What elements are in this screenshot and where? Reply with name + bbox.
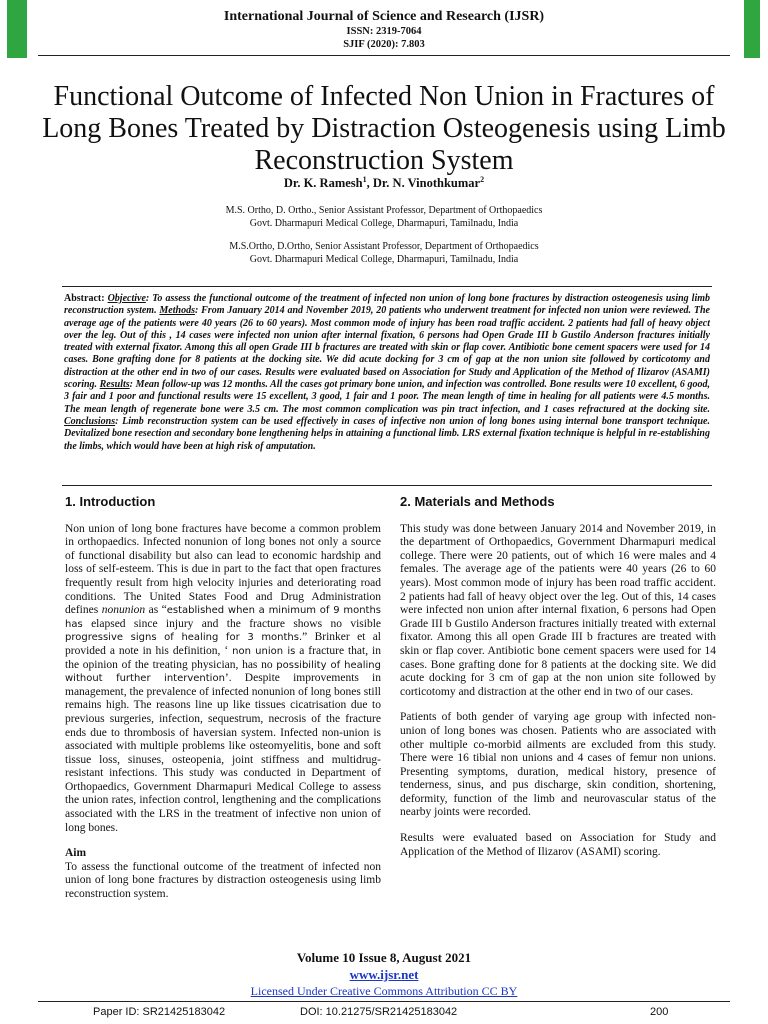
abstract-objective: : To assess the functional outcome of the treatment of infected non union of long bone fractures by distraction osteogenesis using limb reconstruction system. [64,293,711,317]
intro-text-2: as “ [145,604,167,617]
abstract-box [62,286,712,486]
intro-text-5: a fracture that, in the opinion of the treating physician, has no [65,644,381,671]
abstract-results: : Mean follow-up was 12 months. All the cases got primary bone union, and infection was controlled. Bone results were 10 excellent, 6 good, 3 fair and 1 poor and functional results were 15 excellent, 3 good, 1 fair and 1 poor. The mean length of time in healing for all patients were 4.5 months. The mean length of regenerate bone were 3.5 cm. The most common complication was pin tract infection, and 1 cases refractured at the docking site. [64,379,710,415]
author-1-sup: 1 [362,175,367,184]
affiliation-1-line1: M.S. Ortho, D. Ortho., Senior Assistant Professor, Department of Orthopaedics [225,205,543,216]
abstract-methods: : From January 2014 and November 2019, 20 patients who underwent treatment for infected non union were reviewed. The average age of the patients were 40 years (26 to 60 years). Most common mode of injury has been road traffic accident. 2 patients had fall of heavy object over the leg. Out of this , 14 cases were infected non union after internal fixation, 6 persons had Open Grade III b Gustilo Anderson fractures initially treated with external fixator. Among this all open Grade III b fractures are treated with skin or flap cover. Antibiotic bone cement spacers were used for 14 cases. Bone grafting done for 8 patients at the docking site. We did acute docking for 3 cm of gap at the non union site followed by corticotomy and distraction at the other end in two of our cases. Results were evaluated based on Association for Study and Application of the Method of Ilizarov (ASAMI) scoring. [64,305,710,391]
abstract-conclusions-heading: Conclusions [64,415,116,427]
affiliation-1-line2: Govt. Dharmapuri Medical College, Dharmapuri, Tamilnadu, India [249,217,519,229]
brinker-definition-1: non union is [232,645,296,657]
journal-name: International Journal of Science and Research (IJSR) [223,9,545,24]
footer-volume: Volume 10 Issue 8, August 2021 [296,950,472,965]
methods-heading: 2. Materials and Methods [400,494,555,509]
affiliation-1 [0,205,768,230]
sjif: SJIF (2020): 7.803 [343,39,425,50]
affiliation-2 [0,241,768,266]
aim-text: To assess the functional outcome of the treatment of infected non union of long bone fractures by distraction osteogenesis using limb reconstruction system. [65,860,381,901]
journal-header [0,8,768,51]
abstract-methods-heading: Methods [159,305,195,317]
doi: DOI: 10.21275/SR21425183042 [300,1006,458,1018]
intro-text-3: elapsed since injury and the fracture shows no visible [82,617,381,630]
fda-definition-2: progressive signs of healing for 3 months. [65,632,303,644]
page-number: 200 [650,1006,669,1018]
header-rule [38,55,730,56]
brinker-definition-2: possibility of healing without further intervention [65,659,381,685]
author-1: Dr. K. Ramesh [283,176,363,191]
footer-license-link[interactable]: Licensed Under Creative Commons Attribution CC BY [250,984,518,998]
author-2: Dr. N. Vinothkumar [372,176,481,191]
intro-text-4: ” Brinker et al provided a note in his definition, ‘ [65,631,381,657]
abstract-conclusions: : Limb reconstruction system can be used effectively in cases of infective non union of long bones using internal bone transport technique. Devitalized bone resection and secondary bone lengthening helps in attaining a functional limb. LRS external fixation technique is helpful in re-establishing the limbs, which would have been at high risk of amputation. [64,415,710,452]
footer-journal-link[interactable]: www.ijsr.net [349,967,419,982]
methods-paragraph-1: This study was done between January 2014 and November 2019, in the department of Orthopaedics, Government Dharmapuri medical college. There were 20 patients, out of which 16 were males and 4 females. The average age of the patients were 40 years (26 to 60 years). Most common mode of injury has been road traffic accident. 2 patients had fall of heavy object over the leg. Out of this, 14 cases were infected non union after internal fixation, 6 persons had Open Grade III b Gustilo Anderson fractures initially treated with external fixator. Among this all open Grade III b fractures are treated with skin or flap cover. Antibiotic bone cement spacers were used for 14 cases. Bone grafting done for 8 patients at the docking site. We did acute docking for 3 cm of gap at the non union site followed by corticotomy and distraction at the other end in two of our cases. [400,522,716,698]
abstract-objective-heading: Objective [107,293,146,304]
methods-paragraph-2: Patients of both gender of varying age group with infected non-union of long bones was chosen. Patients who are associated with other multiple co-morbid ailments are excluded from this study. There were 16 tibial non unions and 4 cases of femur non unions. Presenting symptoms, duration, medical history, presence of tenderness, sinus, and pus discharge, skin condition, shortening, deformity, function of the limb and neurovascular status of the nearby joints were recorded. [400,711,716,819]
intro-text-6: ’. Despite improvements in management, the prevalence of infected nonunion of long bones still remains high. The reasons line up like tissues cicatrisation due to previous surgeries, infection, sequestrum, necrosis of the fracture ends due to thrombosis of haversian system. Infected non-union is associated with multiple problems like osteomyelitis, bone and soft tissue loss, sinuses, osteopenia, joint stiffness and multidrug-resistant infections. This study was conducted in Department of Orthopaedics, Government Dharmapuri Medical College to assess the union rates, infection control, lengthening and the complications associated with the LRS in the treatment of infective non union of long bones. [65,672,381,834]
paper-id: Paper ID: SR21425183042 [93,1006,226,1018]
author-2-sup: 2 [480,175,485,184]
right-column [400,495,716,871]
abstract-results-heading: Results [99,379,130,391]
author-separator: , [366,176,373,191]
abstract [64,293,710,453]
intro-text-1: Non union of long bone fractures have become a common problem in orthopaedics. Infected nonunion of long bones not only a source of functional disability but also can lead to economic hardship and loss of self-esteem. This is due in part to the fact that open fractures frequently result from high velocity injuries and deteriorating road conditions. The United States Food and Drug Administration defines [65,522,381,617]
affiliation-2-line2: Govt. Dharmapuri Medical College, Dharmapuri, Tamilnadu, India [249,253,519,265]
intro-heading: 1. Introduction [65,494,156,509]
aim-heading: Aim [65,847,87,860]
authors [0,175,768,191]
intro-nonunion-term: nonunion [101,604,146,617]
fda-definition-1: established when a minimum of 9 months has [65,605,382,630]
abstract-label: Abstract: [64,293,105,304]
affiliation-2-line1: M.S.Ortho, D.Ortho, Senior Assistant Professor, Department of Orthopaedics [229,241,539,252]
issn: ISSN: 2319-7064 [346,26,422,37]
left-column [65,495,381,914]
intro-paragraph [65,523,381,836]
methods-paragraph-3: Results were evaluated based on Association for Study and Application of the Method of Ilizarov (ASAMI) scoring. [400,832,716,858]
footer-rule [38,1001,730,1002]
paper-title: Functional Outcome of Infected Non Union in Fractures of Long Bones Treated by Distraction Osteogenesis using Limb Reconstruction System [42,80,726,176]
